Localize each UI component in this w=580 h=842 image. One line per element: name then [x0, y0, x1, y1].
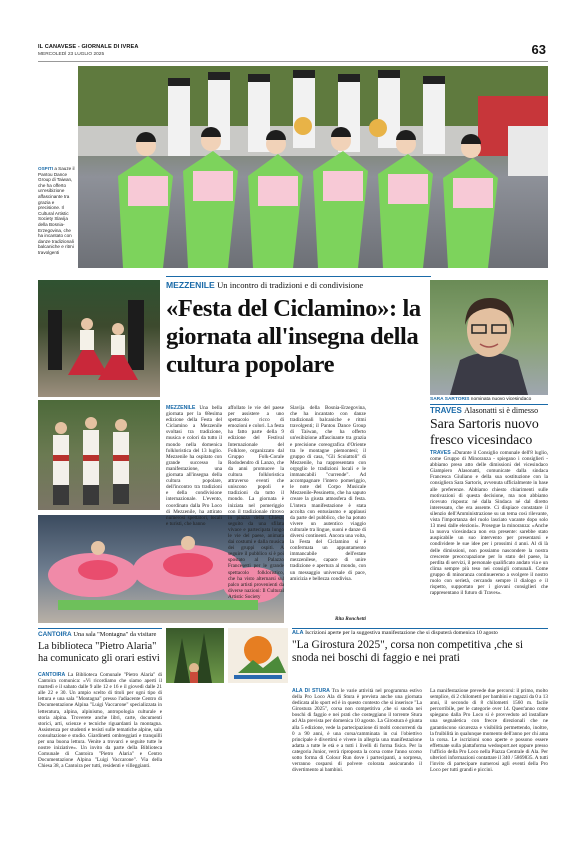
page-number: 63	[531, 42, 546, 57]
sara-sartoris-portrait	[430, 280, 548, 395]
article4-kicker: ALA	[292, 630, 304, 636]
dancers-photo-1	[38, 280, 160, 397]
article3-subhead: Una sala "Montagna" da visitare	[73, 631, 157, 638]
section-rule-4	[292, 628, 548, 629]
article3-kicker: CANTOIRA	[38, 631, 72, 638]
section-rule-1	[166, 276, 431, 277]
festival-photo-illustration	[78, 66, 548, 268]
caption-lead: OSPITI	[38, 166, 54, 171]
article4-kicker-line	[292, 630, 550, 636]
festival-parade-photo	[78, 66, 548, 268]
forest-photo	[166, 628, 224, 683]
article2-subhead: Alasonatti si è dimesso	[464, 406, 539, 415]
article1-subhead: Un incontro di tradizioni e di condivisione	[217, 280, 364, 290]
article1-col1-text: Una bella giornata per la 68esima edizione della Festa del Ciclamino a Mezzenile svoltasi tra tradizione, musica e colori da tutto il mondo nella domenica folkloristica del 13 luglio. Mezzenile ha ospitato con grande successo la manifestazione, una giornata all'insegna della cultura popolare, dell'incontro tra tradizioni e della condivisione internazionale. L'evento, coordinato dalla Pro Loco di Mezzenile, ha attirato numerosi spettatori, locali e turisti, che hanno	[166, 405, 222, 527]
top-photo-caption	[38, 166, 76, 256]
section-rule-2	[430, 404, 548, 405]
article4-col1-text: Tra le varie attività nel programma estivo della Pro Loco Ala di Stura è prevista anche una giornata dedicata allo sport ed è in questo contesto che si inserisce "La Girostura 2025", corsa non competitiva ,che si snoda nei boschi di faggio e nei prati che costeggiano il torrente Stura ad Ala prevista per domenica 10 agosto. La Girostura è giunta alla 5 edizione, vede la partecipazione di molti concorrenti da 0 a 90 anni, è una corsa/camminata in cui l'obiettivo principale è divertirsi e vivere in allegria una manifestazione adatta a tutte le età e a tutti i livelli di forma fisica. Per la categoria Junior, verrà riproposta la corsa come l'anno scorso sotto forma di Colour Run dove i partecipanti, a sorpresa, verranno cosparsi di polvere colorata assicurando il divertimento ai bambini.	[292, 688, 423, 774]
article4-headline: "La Girostura 2025", corsa non competitiva ,che si snoda nei boschi di faggio e nei prati	[292, 639, 524, 664]
article4-subhead: Iscrizioni aperte per la suggestiva manifestazione che si disputerà domenica 10 agosto	[305, 630, 498, 636]
article3-headline: La biblioteca "Pietro Alaria" ha comunicato gli orari estivi	[38, 641, 160, 664]
paper-name: IL CANAVESE - GIORNALE DI IVREA	[38, 44, 139, 50]
portrait-caption-text: nominata nuovo vicesindaco	[470, 397, 532, 402]
article2-kicker-line	[430, 406, 550, 415]
forest-illustration	[166, 628, 224, 683]
article4-column-2: La manifestazione prevede due percorsi: il primo, molto semplice, di 2 chilometri per bambini e ragazzi da 0 a 13 anni, il secondo di 8 chilometri 1560 m. facile percorribile, per le categorie over 14. Quest'anno come spiegano dalla Pro Loco si è provveduto ad installare una segnaletica con frecce direzionali che ne garantiscono sicurezza e visibilità permettendo, inoltre, la fruibilità in qualunque momento dell'anno per chi ama la corsa. Le iscrizioni sono aperte e possono essere effettuate sulla piattaforma wedosport.net oppure presso l'ufficio della Pro Loco nella Piazza Centrale di Ala. Per ulteriori informazioni contattare il 340 / 5869835. A tutti l'invito di partecipare numerosi agli eventi della Pro Loco per tutti grandi e piccini.	[430, 688, 548, 774]
section-rule-3	[38, 628, 162, 629]
article3-body-text: La Biblioteca Comunale "Pietro Alaria" di Cantoira comunica: «Vi ricordiamo che siamo aperti il martedì e il sabato dalle 9 alle 12 e 16 e il giovedì dalle 21 alle 22 e 30. Un ampio scelto di titoli per ogni tipo di lettura e una sala "Montagna" presso l'adiacente Centro di Documentazione Alpina "Luigi Vaccarone" specializzata in letteratura, alpina, alpinismo, antropologia culturale e storia alpina. Troverete anche libri, carte, documenti storici, arti, scienze e tecniche riguardanti la montagna. Assistenza per studenti e tesisti sulle tematiche alpine, sala consultazione e studio. Giardinetti ombreggiati e tranquilli per una buona lettura. Venite a trovarci e seguite tutte le nostre iniziative». Un invito da parte della Biblioteca Comunale di Cantoira "Pietro Alaria" e Centro Documentazione Alpina "Luigi Vaccarone". Via della Chiesa 38, a Cantoira per tutti, residenti e villeggianti.	[38, 672, 163, 770]
article4-place: ALA DI STURA	[292, 688, 330, 694]
portrait-caption	[430, 397, 548, 403]
article2-kicker: TRAVES	[430, 406, 462, 415]
portrait-illustration	[430, 280, 548, 395]
article1-kicker: MEZZENILE	[166, 280, 215, 290]
article1-headline: «Festa del Ciclamino»: la giornata all'insegna della cultura popolare	[166, 295, 421, 378]
article3-body	[38, 672, 162, 810]
portrait-caption-lead: SARA SARTORIS	[430, 397, 470, 402]
article2-headline: Sara Sartoris nuovo fresco vicesindaco	[430, 416, 539, 447]
article4-column-1	[292, 688, 422, 826]
masthead	[38, 42, 548, 68]
dancers-illustration-1	[38, 280, 160, 397]
dancers-photo-2	[38, 400, 160, 510]
article3-kicker-line	[38, 631, 168, 638]
article2-body	[430, 450, 548, 624]
article1-author: Rita Ronchetti	[335, 616, 366, 622]
article1-column-2: affollato le vie del paese per assistere a uno spettacolo ricco di emozioni e colori. La festa ha fatto parte della 9 edizione del Festival Internazionale del Folklore, organizzato dal Gruppo Folk-Corale Rododendro di Lanzo, che da anni promuove la cultura folkloristica attraverso eventi che uniscono popoli e tradizioni da tutto il mondo. La giornata è iniziata nel pomeriggio con il tradizionale ritrovo in piazza della Chiesa, seguito da una sfilata vivace e partecipata lungo le vie del paese, animata dai costumi e dalla musica dei gruppi ospiti. A seguire il pubblico si è poi spostato al Palazzo Francesetti per le grande spettacolo folkloristico, che ha visto alternarsi sul palco artisti provenienti da diverse nazioni: Il Cultural Artistic Society	[228, 405, 284, 600]
article1-place: MEZZENILE	[166, 405, 196, 411]
girostura-poster	[228, 628, 288, 683]
dancers-illustration-2	[38, 400, 160, 510]
article1-kicker-line	[166, 280, 431, 290]
issue-date: MERCOLEDÌ 23 LUGLIO 2025	[38, 52, 105, 57]
article1-column-1	[166, 405, 222, 527]
article1-column-3: Slavija della Bosnia-Erzegovina, che ha incantato con danze tradizionali balcaniche e ritmi travolgenti; il Pantou Dance Group di Taiwan, che ha offerto un'esibizione affascinante tra grazia e precisione coreografica d'Oriente tra le montagne piemontesi; il gruppo di casa, "Gli Scoiattoli" di Mezzenile, ha rappresentato con orgoglio le tradizioni locali e le immancabili "currende". Ad accompagnare l'intero pomeriggio, le note del Corpo Musicale Mezzenile-Pessinetto, che ha saputo creare la giusta atmosfera di festa. L'intera manifestazione è stata accolta con entusiasmo e applausi da parte del pubblico, che ha potuto vivere un autentico viaggio culturale tra lingue, suoni e danze di diversi continenti. Ancora una volta, la Festa del Ciclamino si è confermata un appuntamento immancabile dell'estate mezzenilese, capace di unire tradizione e apertura al mondo, con un messaggio universale di pace, amicizia e bellezza condivisa.	[290, 405, 366, 582]
article2-body-text: «Durante il Consiglio comunale dell'8 luglio, come Gruppo di Minoranza - spiegano i consiglieri - abbiamo preso atto delle dimissioni del vicesindaco Giampiero Alasonatti, comunicate dalla sindaca Francesca Giuliano e della sua sostituzione con la consigliera Sara Sartoris, avvenuta ufficialmente in base alle preferenze. Abbiamo chiesto chiarimenti sulle motivazioni di questa decisione, ma non abbiamo ricevuto risposta: né dalla Sindaca né dal diretto interessato, che era assente. Ci dispiace constatare il silenzio dell'Amministrazione su un tema così rilevante, vista l'importanza del ruolo lasciato vacante dopo solo 13 mesi dalle elezioni». Prosegue la minoranza: «Anche la nuova vicesindaca non era presente: sarebbe stato auspicabile un suo intervento per presentarsi e condividere le sue idee per i prossimi 4 anni. Al di là delle dimissioni, non possiamo nascondere la nostra crescente preoccupazione per lo stato del paese, la perdita di servizi, il personale qualificato andato via e un clima sempre più teso nei consigli comunali. Come gruppo di minoranza continueremo a svolgere il nostro ruolo con serietà, cercando sempre il dialogo e il rispetto, supportato per i giovani consiglieri che rappresentano il futuro di Traves».	[430, 450, 548, 597]
article2-place: TRAVES	[430, 450, 451, 456]
poster-illustration	[228, 628, 288, 683]
article3-place: CANTOIRA	[38, 672, 66, 678]
caption-text: a Sauze il Pantou Dance Group di Taiwan, che ha offerto un'esibizione affascinante tra grazia e precisione. Il Cultural Artistic Society Slavija della Bosnia-Erzegovina, che ha incantato con danze tradizionali balcaniche e ritmi travolgenti	[38, 166, 75, 255]
masthead-rule	[38, 61, 548, 62]
